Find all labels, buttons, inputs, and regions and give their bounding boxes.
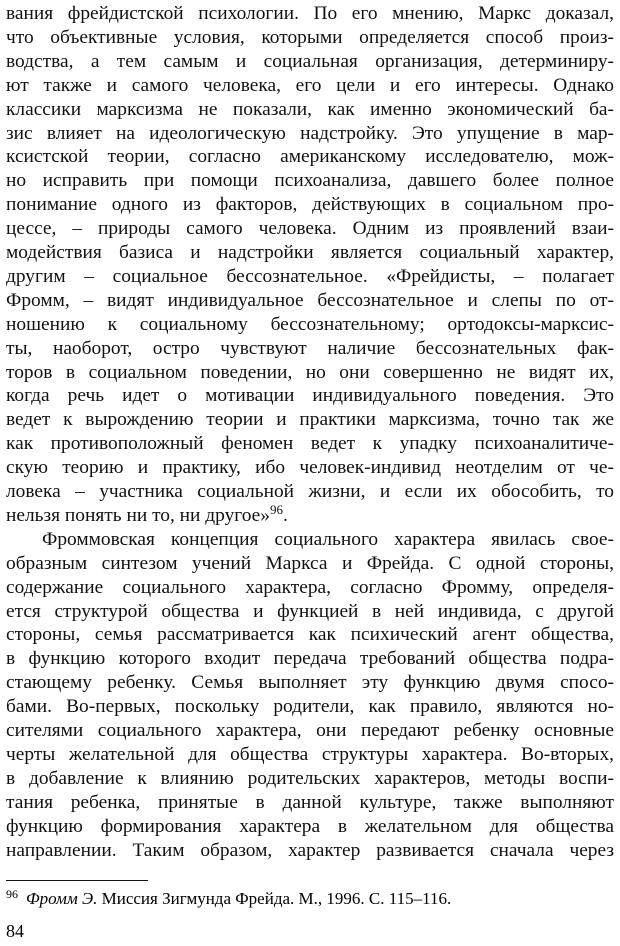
text-line bbox=[6, 504, 614, 528]
text-line: содержание социального характера, согласно Фромму, определя- bbox=[6, 576, 614, 598]
text-line: стороны, семья рассматривается как психический агент общества, bbox=[6, 624, 614, 646]
text-line: классики марксизма не показали, как именно экономический ба- bbox=[6, 98, 614, 120]
text-line: сителями социального характера, они передают ребенку основные bbox=[6, 720, 614, 741]
sentence-end: . bbox=[282, 504, 288, 526]
footnote-divider bbox=[6, 880, 148, 881]
text-line: в функцию которого входит передача требований общества подра- bbox=[6, 648, 614, 670]
text-line: но исправить при помощи психоанализа, давшего более полное bbox=[6, 170, 614, 192]
text-line: что объективные условия, которыми определяется способ произ- bbox=[6, 26, 614, 48]
text-line: ловека – участника социальной жизни, и если их обособить, то bbox=[6, 481, 614, 502]
text-line: тания ребенка, принятые в данной культуре, также выполняют bbox=[6, 791, 614, 813]
text-line: в добавление к влиянию родительских характеров, методы воспи- bbox=[6, 767, 614, 789]
text-line: другим – социальное бессознательное. «Фрейдисты, – полагает bbox=[6, 265, 614, 287]
footnote-reference: 96 bbox=[269, 503, 283, 517]
text-line: водства, а тем самым и социальная организация, детерминиру- bbox=[6, 50, 614, 72]
text-line: ты, наоборот, остро чувствуют наличие бессознательных фак- bbox=[6, 337, 614, 359]
page-number: 84 bbox=[6, 921, 24, 941]
text-line: вания фрейдистской психологии. По его мнению, Маркс доказал, bbox=[6, 3, 614, 24]
text-line: понимание одного из факторов, действующих в социальном про- bbox=[6, 194, 614, 216]
text-line: ведет к вырождению теории и практики марксизма, точно так же bbox=[6, 409, 614, 431]
text-line: направлении. Таким образом, характер развивается сначала через bbox=[6, 839, 614, 861]
text-line: бами. Во-первых, поскольку родители, как правило, являются но- bbox=[6, 696, 614, 718]
text-line: скую теорию и практику, ибо человек-индивид неотделим от че- bbox=[6, 457, 614, 479]
text-line: образным синтезом учений Маркса и Фрейда. С одной стороны, bbox=[6, 552, 614, 574]
text-line: когда речь идет о мотивации индивидуального поведения. Это bbox=[6, 385, 614, 407]
footnote-text: Миссия Зигмунда Фрейда. М., 1996. С. 115–116. bbox=[97, 889, 452, 908]
text-line: черты желательной для общества структуры характера. Во-вторых, bbox=[6, 743, 614, 765]
text-line: зис влияет на идеологическую надстройку. Это упущение в мар- bbox=[6, 122, 614, 144]
footnote-author: Фромм Э. bbox=[26, 889, 98, 908]
text-line: модействия базиса и надстройки является социальный характер, bbox=[6, 242, 614, 263]
text-line-content: нельзя понять ни то, ни другое» bbox=[6, 504, 270, 526]
text-line: ют также и самого человека, его цели и его интересы. Однако bbox=[6, 74, 614, 96]
text-line: ношению к социальному бессознательному; ортодоксы-марксис- bbox=[6, 313, 614, 335]
text-line: ксистской теории, согласно американскому исследователю, мож- bbox=[6, 146, 614, 168]
text-line: функцию формирования характера в желательном для общества bbox=[6, 815, 614, 837]
text-line: стающему ребенку. Семья выполняет эту функцию двумя спосо- bbox=[6, 672, 614, 694]
text-line: ется структурой общества и функцией в ней индивида, с другой bbox=[6, 600, 614, 622]
paragraph-first-line: Фроммовская концепция социального характера явилась свое- bbox=[42, 528, 614, 550]
footnote bbox=[6, 888, 614, 910]
text-line: торов в социальном поведении, но они совершенно не видят их, bbox=[6, 361, 614, 383]
text-line: цессе, – природы самого человека. Одним из проявлений взаи- bbox=[6, 218, 614, 240]
text-line: как противоположный феномен ведет к упадку психоаналитиче- bbox=[6, 433, 614, 455]
text-line: Фромм, – видят индивидуальное бессознательное и слепы по от- bbox=[6, 289, 614, 311]
footnote-number: 96 bbox=[6, 887, 18, 901]
